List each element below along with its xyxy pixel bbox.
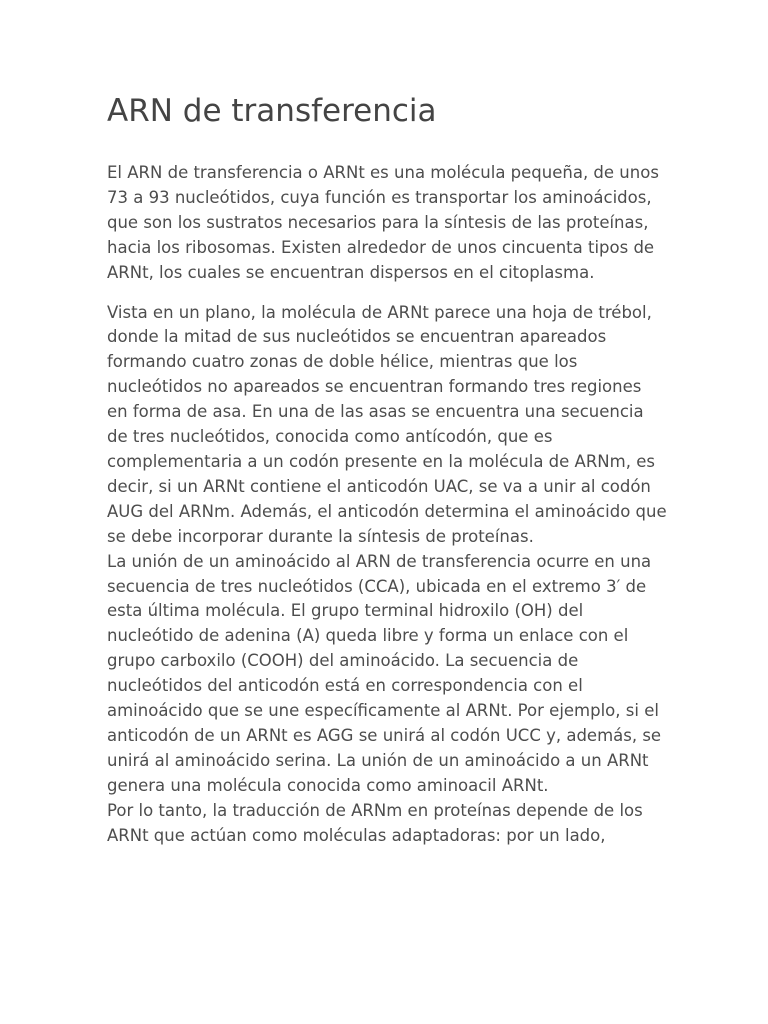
paragraph-2: Vista en un plano, la molécula de ARNt parece una hoja de trébol, donde la mitad de sus nucleótidos se encuentran apareados formando cuatro zonas de doble hélice, mientras que los nucleótidos no apareados se encuentran formando tres regiones en forma de asa. En una de las asas se encuentra una secuencia de tres nucleótidos, conocida como antícodón, que es complementaria a un codón presente en la molécula de ARNm, es decir, si un ARNt contiene el anticodón UAC, se va a unir al codón AUG del ARNm. Además, el anticodón determina el aminoácido que se debe incorporar durante la síntesis de proteínas. bbox=[107, 302, 667, 546]
paragraph-3: La unión de un aminoácido al ARN de transferencia ocurre en una secuencia de tres nucleótidos (CCA), ubicada en el extremo 3′ de esta última molécula. El grupo terminal hidroxilo (OH) del nucleótido de adenina (A) queda libre y forma un enlace con el grupo carboxilo (COOH) del aminoácido. La secuencia de nucleótidos del anticodón está en correspondencia con el aminoácido que se une específicamente al ARNt. Por ejemplo, si el anticodón de un ARNt es AGG se unirá al codón UCC y, además, se unirá al aminoácido serina. La unión de un aminoácido a un ARNt genera una molécula conocida como aminoacil ARNt. bbox=[107, 551, 662, 795]
paragraph-1: El ARN de transferencia o ARNt es una molécula pequeña, de unos 73 a 93 nucleótidos, cuya función es transportar los aminoácidos, que son los sustratos necesarios para la síntesis de las proteínas, hacia los ribosomas. Existen alrededor de unos cincuenta tipos de ARNt, los cuales se encuentran dispersos en el citoplasma. bbox=[107, 163, 659, 282]
page-title: ARN de transferencia bbox=[107, 93, 437, 129]
document-page bbox=[107, 90, 667, 848]
paragraph-4: Por lo tanto, la traducción de ARNm en proteínas depende de los ARNt que actúan como moléculas adaptadoras: por un lado, bbox=[107, 800, 643, 845]
